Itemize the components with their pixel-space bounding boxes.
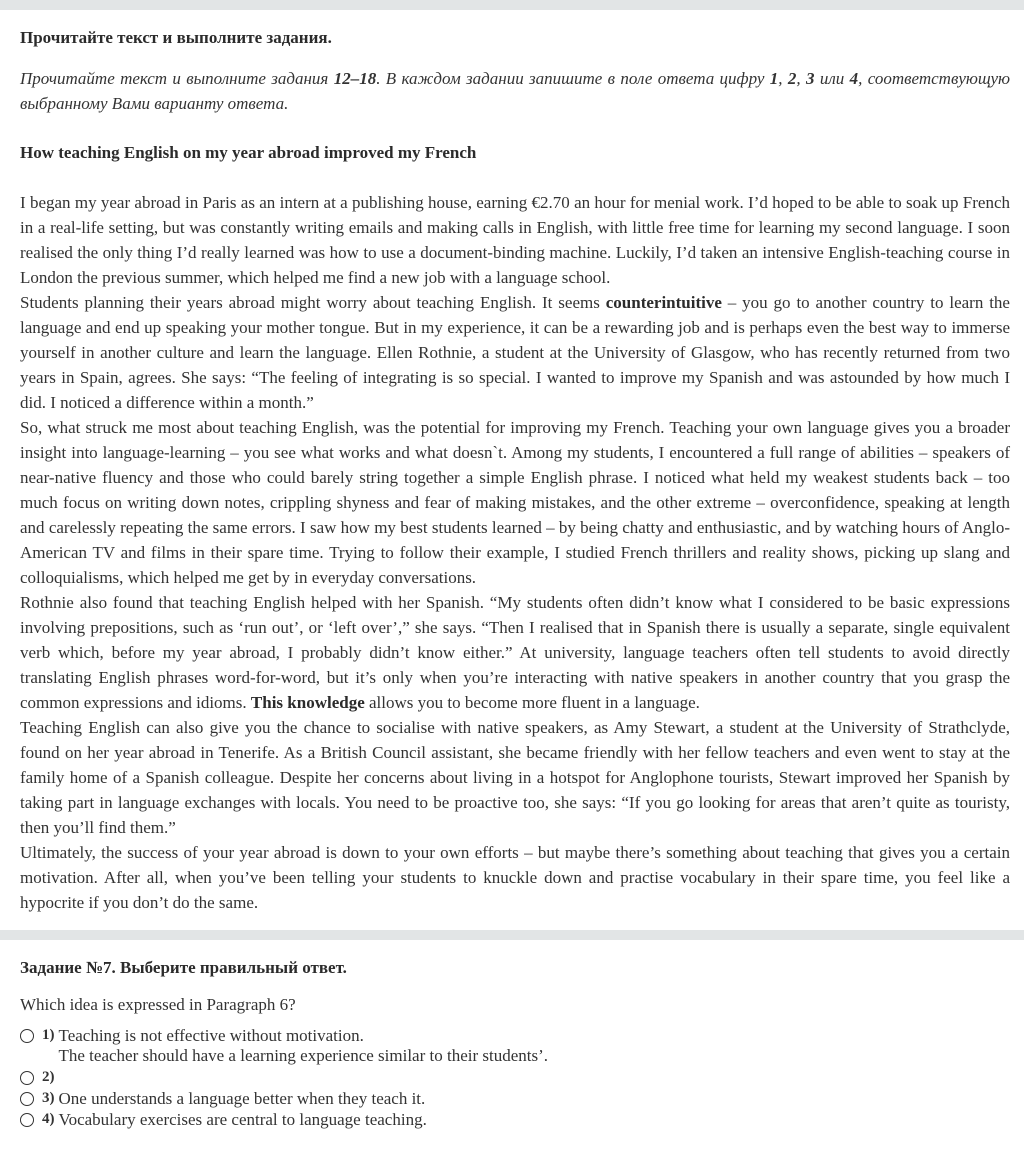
paragraph-4: Rothnie also found that teaching English helped with her Spanish. “My students often didn’t know what I considered to be basic expressions involving prepositions, such as ‘run out’, or ‘left over’,” she says. “Then I realised that in Spanish there is usually a separate, single equivalent verb which, before my year abroad, I probably didn’t know either.” At university, language teachers often tell students to avoid directly translating English phrases word-for-word, but it’s only when you’re interacting with native speakers in another country that you grasp the common expressions and idioms. This knowledge allows you to become more fluent in a language. (20, 593, 1010, 712)
top-divider-bar (0, 0, 1024, 10)
radio-button-icon[interactable] (20, 1071, 34, 1085)
radio-button-icon[interactable] (20, 1029, 34, 1043)
highlighted-word-counterintuitive: counterintuitive (605, 293, 722, 312)
answer-option-4[interactable] (20, 1109, 1010, 1130)
paragraph-1: I began my year abroad in Paris as an intern at a publishing house, earning €2.70 an hour for menial work. I’d hoped to be able to soak up French in a real-life setting, but was constantly writing emails and making calls in English, with little free time for learning my second language. I soon realised the only thing I’d really learned was how to use a document-binding machine. Luckily, I’d taken an intensive English-teaching course in London the previous summer, which helped me find a new job with a language school. (20, 193, 1010, 287)
option-text: One understands a language better when they teach it. (58, 1088, 426, 1108)
radio-button-icon[interactable] (20, 1113, 34, 1127)
paragraph-3: So, what struck me most about teaching English, was the potential for improving my French. Teaching your own language gives you a broader insight into language-learning – you see what works and what doesn`t. Among my students, I encountered a full range of abilities – speakers of near-native fluency and those who could barely string together a simple English phrase. I noticed what held my weakest students back – too much focus on writing down notes, crippling shyness and fear of making mistakes, and the other extreme – overconfidence, speaking at length and carelessly repeating the same errors. I saw how my best students learned – by being chatty and enthusiastic, and by watching hours of Anglo-American TV and films in their spare time. Trying to follow their example, I studied French thrillers and reality shows, picking up slang and colloquialisms, which helped me get by in everyday conversations. (20, 418, 1010, 587)
answer-option-1[interactable] (20, 1025, 1010, 1046)
instruction-title: Прочитайте текст и выполните задания. (20, 28, 332, 47)
answer-option-2[interactable] (20, 1046, 1010, 1088)
highlighted-phrase-this-knowledge: This knowledge (250, 693, 365, 712)
option-number: 1) (42, 1027, 55, 1043)
article-body (20, 190, 1010, 915)
task-title: Задание №7. Выберите правильный ответ. (20, 958, 347, 977)
task-question: Which idea is expressed in Paragraph 6? (20, 995, 296, 1014)
option-number: 3) (42, 1090, 55, 1106)
paragraph-5: Teaching English can also give you the chance to socialise with native speakers, as Amy Stewart, a student at the University of Strathclyde, found on her year abroad in Tenerife. As a British Council assistant, she became friendly with her fellow teachers and even went to stay at the family home of a Spanish colleague. Despite her concerns about living in a hotspot for Anglophone tourists, Stewart improved her Spanish by taking part in language exchanges with locals. You need to be proactive too, she says: “If you go looking for areas that aren’t quite as touristy, then you’ll find them.” (20, 718, 1010, 837)
option-text: The teacher should have a learning experience similar to their students’. (58, 1046, 549, 1065)
answer-options (20, 1025, 1010, 1130)
option-number: 4) (42, 1111, 55, 1127)
answer-option-3[interactable] (20, 1088, 1010, 1109)
option-text: Teaching is not effective without motivation. (58, 1025, 364, 1045)
article-title: How teaching English on my year abroad improved my French (20, 143, 477, 162)
radio-button-icon[interactable] (20, 1092, 34, 1106)
section-divider-bar (0, 930, 1024, 940)
paragraph-2: Students planning their years abroad might worry about teaching English. It seems counterintuitive – you go to another country to learn the language and end up speaking your mother tongue. But in my experience, it can be a rewarding job and is perhaps even the best way to immerse yourself in another culture and learn the language. Ellen Rothnie, a student at the University of Glasgow, who has recently returned from two years in Spain, agrees. She says: “The feeling of integrating is so special. I wanted to improve my Spanish and was astounded by how much I did. I noticed a difference within a month.” (20, 293, 1010, 412)
option-number: 2) (42, 1069, 55, 1085)
instruction-text: Прочитайте текст и выполните задания 12–18. В каждом задании запишите в поле ответа цифру 1, 2, 3 или 4, соответствующую выбранному Вами варианту ответа. (20, 69, 1010, 113)
option-text: Vocabulary exercises are central to language teaching. (58, 1109, 427, 1129)
paragraph-6: Ultimately, the success of your year abroad is down to your own efforts – but maybe there’s something about teaching that gives you a certain motivation. After all, when you’ve been telling your students to knuckle down and practise vocabulary in their spare time, you feel like a hypocrite if you don’t do the same. (20, 843, 1010, 912)
